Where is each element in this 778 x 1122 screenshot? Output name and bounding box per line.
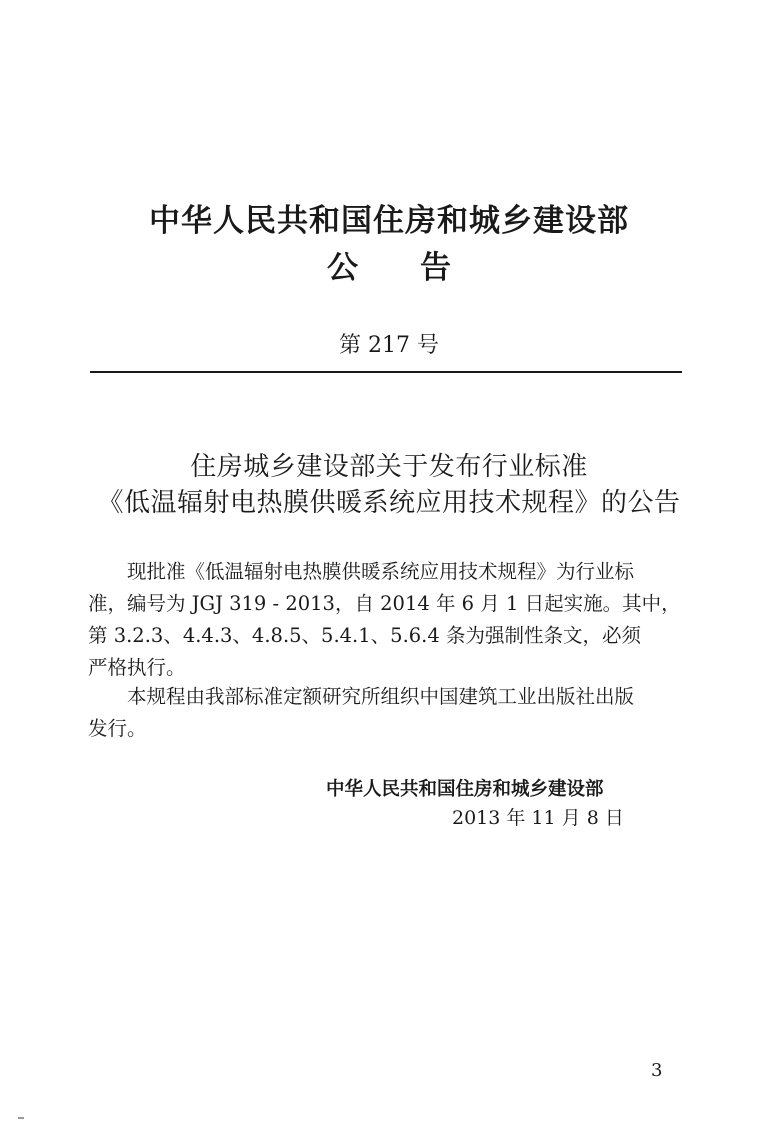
signature-organization: 中华人民共和国住房和城乡建设部 [326, 779, 604, 800]
scan-artifact-mark [18, 1117, 24, 1119]
paragraph-publication [88, 681, 688, 745]
paragraph-line: 第 3.2.3、4.4.3、4.8.5、5.4.1、5.6.4 条为强制性条文，必须 [88, 624, 641, 647]
notice-heading-char-2: 告 [420, 250, 451, 286]
page-number: 3 [651, 1060, 663, 1081]
notice-heading-char-1: 公 [327, 250, 358, 286]
headline-line-1: 住房城乡建设部关于发布行业标准 [190, 452, 588, 482]
headline-line-2: 《低温辐射电热膜供暖系统应用技术规程》的公告 [97, 488, 681, 518]
paragraph-approval [88, 556, 688, 684]
issuing-authority-title: 中华人民共和国住房和城乡建设部 [149, 203, 629, 239]
paragraph-line: 本规程由我部标准定额研究所组织中国建筑工业出版社出版 [127, 685, 635, 708]
signature-date: 2013 年 11 月 8 日 [452, 807, 624, 829]
paragraph-line: 发行。 [88, 717, 147, 740]
notice-heading [0, 242, 778, 287]
paragraph-line: 现批准《低温辐射电热膜供暖系统应用技术规程》为行业标 [127, 560, 635, 583]
paragraph-line: 准，编号为 JGJ 319 - 2013，自 2014 年 6 月 1 日起实施。其中， [88, 592, 681, 615]
notice-number: 第 217 号 [339, 333, 439, 358]
paragraph-line: 严格执行。 [88, 656, 186, 679]
horizontal-rule-divider [90, 371, 682, 373]
